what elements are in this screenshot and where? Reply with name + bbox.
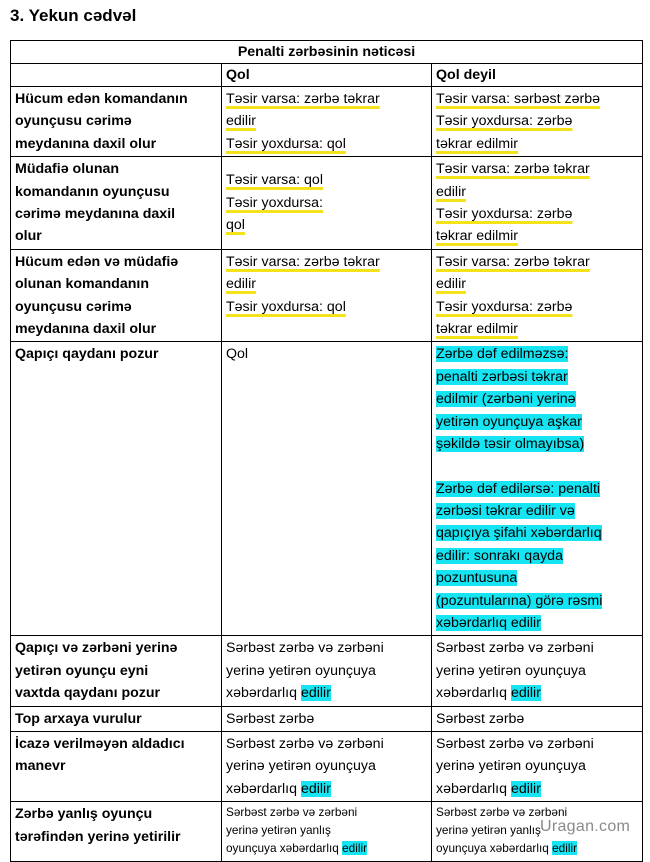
table-row	[11, 157, 643, 250]
cell-text: Sərbəst zərbə və zərbəni	[436, 735, 594, 752]
cell-text: qapıçıya şifahi xəbərdarlıq	[436, 525, 602, 542]
page-title: 3. Yekun cədvəl	[10, 6, 137, 25]
cell-text: xəbərdarlıq edilir	[436, 614, 541, 631]
cell-text: edilmir (zərbəni yerinə	[436, 391, 576, 408]
cell-text: Qol	[226, 346, 249, 363]
table-row	[11, 87, 643, 157]
table-row	[11, 249, 643, 342]
cell-text: pozuntusuna	[436, 570, 518, 587]
no-goal-cell	[432, 731, 643, 801]
column-header-row	[11, 64, 643, 87]
column-header-no-goal: Qol deyil	[432, 64, 643, 87]
no-goal-cell	[432, 87, 643, 157]
row-label	[11, 802, 222, 862]
cell-text: edilir: sonrakı qayda	[436, 547, 563, 564]
cell-text: Təsir yoxdursa: zərbə	[436, 206, 573, 223]
cell-text: Sərbəst zərbə və zərbəni	[226, 805, 358, 820]
watermark-name: Uragan	[540, 818, 595, 835]
cell-text: zərbəsi təkrar edilir və	[436, 502, 575, 519]
cell-text: təkrar edilmir	[436, 321, 518, 338]
row-label-line: manevr	[15, 758, 66, 775]
cell-text: yerinə yetirən oyunçuya	[436, 758, 586, 775]
no-goal-cell	[432, 636, 643, 706]
cell-text: Təsir yoxdursa: zərbə	[436, 113, 573, 130]
cell-text: yerinə yetirən yanlış	[226, 823, 331, 838]
row-label-line: İcazə verilməyən aldadıcı	[15, 735, 185, 752]
cell-text: Zərbə dəf edilməzsə:	[436, 346, 569, 363]
cell-text: yerinə yetirən oyunçuya	[226, 662, 376, 679]
row-label-line: oyunçusu cərimə	[15, 298, 132, 315]
cell-text: Təsir varsa: zərbə təkrar	[436, 253, 590, 270]
row-label-line: oyunçusu cərimə	[15, 113, 132, 130]
no-goal-cell	[432, 249, 643, 342]
cell-text-highlight: edilir	[510, 685, 541, 702]
cell-text: Təsir yoxdursa: zərbə	[436, 298, 573, 315]
cell-text: yetirən oyunçuya aşkar	[436, 413, 582, 430]
cell-text: xəbərdarlıq	[436, 685, 507, 702]
row-label	[11, 249, 222, 342]
no-goal-cell	[432, 342, 643, 636]
cell-text: Təsir yoxdursa: qol	[226, 135, 346, 152]
row-label	[11, 157, 222, 250]
goal-cell	[222, 802, 432, 862]
watermark-tld: com	[599, 818, 631, 835]
cell-text: xəbərdarlıq	[226, 780, 297, 797]
cell-text: oyunçuya xəbərdarlıq	[226, 841, 339, 856]
row-label-line: Zərbə yanlış oyunçu	[15, 806, 153, 823]
cell-text: Sərbəst zərbə və zərbəni	[436, 805, 568, 820]
cell-text: Sərbəst zərbə və zərbəni	[436, 640, 594, 657]
cell-text: Təsir yoxdursa:	[226, 194, 323, 211]
summary-table	[10, 40, 643, 862]
row-label-line: meydanına daxil olur	[15, 321, 157, 338]
row-label-line: cərimə meydanına daxil	[15, 206, 176, 223]
table-row	[11, 636, 643, 706]
goal-cell	[222, 706, 432, 731]
cell-text: yerinə yetirən oyunçuya	[226, 758, 376, 775]
cell-text: edilir	[436, 183, 466, 200]
goal-cell	[222, 249, 432, 342]
cell-text: Sərbəst zərbə və zərbəni	[226, 640, 384, 657]
row-label-line: vaxtda qaydanı pozur	[15, 685, 161, 702]
cell-text: Təsir varsa: zərbə təkrar	[226, 91, 380, 107]
watermark	[540, 818, 630, 836]
watermark-dot: .	[594, 818, 600, 835]
cell-text: qol	[226, 217, 245, 234]
goal-cell	[222, 87, 432, 157]
cell-text: Təsir yoxdursa: qol	[226, 298, 346, 315]
cell-text: Zərbə dəf edilərsə: penalti	[436, 480, 601, 497]
cell-text: təkrar edilmir	[436, 228, 518, 245]
column-header-goal: Qol	[222, 64, 432, 87]
goal-cell	[222, 636, 432, 706]
cell-text: Təsir varsa: sərbəst zərbə	[436, 91, 601, 107]
cell-text: edilir	[226, 276, 256, 293]
cell-text: Təsir varsa: qol	[226, 172, 323, 189]
row-label-line: Qapıçı və zərbəni yerinə	[15, 640, 178, 657]
row-label-line: meydanına daxil olur	[15, 135, 157, 152]
row-label	[11, 706, 222, 731]
cell-text: xəbərdarlıq	[436, 780, 507, 797]
cell-text-highlight: edilir	[342, 841, 367, 856]
cell-text-highlight: edilir	[300, 685, 331, 702]
goal-cell	[222, 157, 432, 250]
row-label-line: yetirən oyunçu eyni	[15, 662, 149, 679]
row-label	[11, 87, 222, 157]
no-goal-cell	[432, 157, 643, 250]
row-label-line: olunan komandanın	[15, 276, 149, 293]
row-label-line: Hücum edən və müdafiə	[15, 253, 179, 270]
goal-cell	[222, 731, 432, 801]
row-label-line: Qapıçı qaydanı pozur	[15, 346, 159, 363]
row-label	[11, 636, 222, 706]
cell-text: Təsir varsa: zərbə təkrar	[436, 161, 590, 178]
cell-text: yerinə yetirən oyunçuya	[436, 662, 586, 679]
table-row	[11, 706, 643, 731]
cell-text-highlight: edilir	[552, 841, 577, 856]
cell-text: penalti zərbəsi təkrar	[436, 368, 568, 385]
row-label-line: tərəfindən yerinə yetirilir	[15, 828, 181, 845]
row-label-line: komandanın oyunçusu	[15, 183, 170, 200]
table-caption-row	[11, 41, 643, 64]
row-label	[11, 342, 222, 636]
cell-text: Təsir varsa: zərbə təkrar	[226, 253, 380, 270]
row-label-line: Müdafiə olunan	[15, 161, 120, 178]
cell-text: şəkildə təsir olmayıbsa)	[436, 436, 585, 453]
table-row	[11, 731, 643, 801]
table-caption: Penalti zərbəsinin nəticəsi	[11, 41, 643, 64]
paragraph-gap	[436, 456, 638, 478]
cell-text: Sərbəst zərbə	[436, 710, 525, 727]
cell-text: yerinə yetirən yanlış	[436, 823, 541, 838]
cell-text: edilir	[226, 113, 256, 130]
cell-text: təkrar edilmir	[436, 135, 518, 152]
cell-text-highlight: edilir	[510, 780, 541, 797]
cell-text-highlight: edilir	[300, 780, 331, 797]
table-row	[11, 342, 643, 636]
cell-text: Sərbəst zərbə	[226, 710, 315, 727]
no-goal-cell	[432, 706, 643, 731]
empty-header-cell	[11, 64, 222, 87]
goal-cell	[222, 342, 432, 636]
row-label-line: Hücum edən komandanın	[15, 91, 188, 107]
cell-text: oyunçuya xəbərdarlıq	[436, 841, 549, 856]
row-label-line: Top arxaya vurulur	[15, 710, 142, 727]
cell-text: (pozuntularına) görə rəsmi	[436, 592, 603, 609]
cell-text: Sərbəst zərbə və zərbəni	[226, 735, 384, 752]
row-label-line: olur	[15, 228, 42, 245]
cell-text: edilir	[436, 276, 466, 293]
cell-text: xəbərdarlıq	[226, 685, 297, 702]
row-label	[11, 731, 222, 801]
